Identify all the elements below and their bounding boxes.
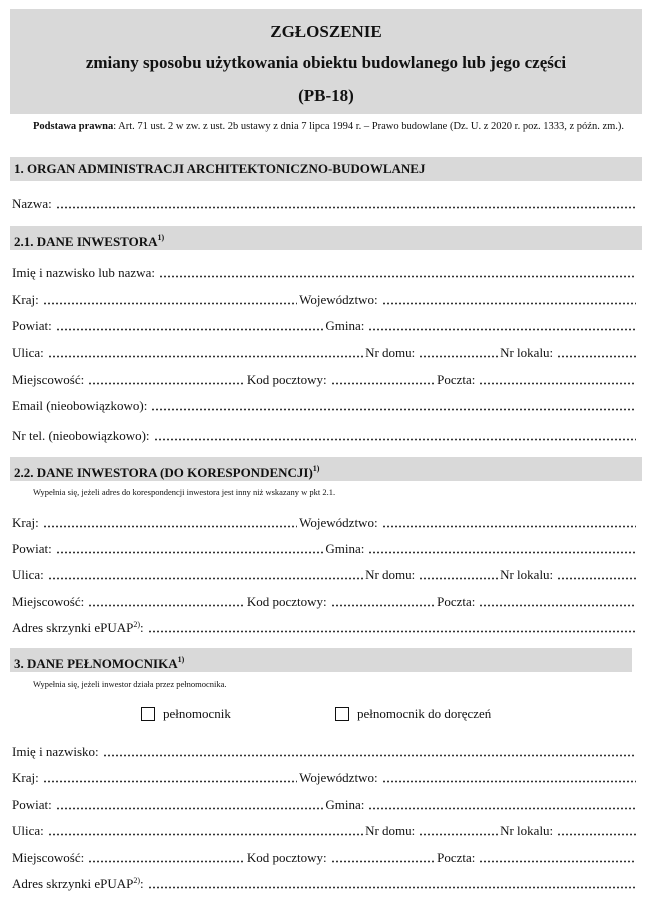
proxy-name-row xyxy=(12,742,638,760)
phone-field[interactable] xyxy=(154,431,636,441)
house-no-field[interactable] xyxy=(419,570,498,580)
proxy-type-checkboxes xyxy=(0,706,653,726)
form-code: (PB-18) xyxy=(298,86,354,105)
proxy-name-label: Imię i nazwisko: xyxy=(12,744,99,759)
investor-name-field[interactable] xyxy=(159,268,636,278)
voivodeship-label: Województwo: xyxy=(299,515,378,530)
proxy-county-row xyxy=(12,795,638,813)
epuap-field[interactable] xyxy=(148,623,636,633)
footnote-marker: 2) xyxy=(133,876,140,885)
locality-label: Miejscowość: xyxy=(12,850,85,865)
postal-code-field[interactable] xyxy=(331,375,435,385)
county-label: Powiat: xyxy=(12,318,52,333)
post-field[interactable] xyxy=(479,375,636,385)
street-field[interactable] xyxy=(48,570,363,580)
commune-field[interactable] xyxy=(368,800,636,810)
legal-basis xyxy=(33,120,633,134)
commune-label: Gmina: xyxy=(325,318,365,333)
email-label: Email (nieobowiązkowo): xyxy=(12,398,148,413)
footnote-marker: 1) xyxy=(312,464,320,473)
locality-field[interactable] xyxy=(88,597,245,607)
locality-field[interactable] xyxy=(88,375,245,385)
postal-code-field[interactable] xyxy=(331,597,435,607)
section-3-note: Wypełnia się, jeżeli inwestor działa przez pełnomocnika. xyxy=(33,679,227,689)
house-no-label: Nr domu: xyxy=(365,823,416,838)
post-label: Poczta: xyxy=(437,594,476,609)
delivery-proxy-checkbox-option[interactable] xyxy=(335,706,491,722)
investor-county-row xyxy=(12,316,638,334)
form-title: ZGŁOSZENIE xyxy=(270,22,382,41)
section-2-1-title: 2.1. DANE INWESTORA xyxy=(14,234,158,249)
proxy-checkbox-label: pełnomocnik xyxy=(163,706,231,721)
investor-street-row xyxy=(12,343,638,361)
flat-no-label: Nr lokalu: xyxy=(500,345,554,360)
proxy-street-row xyxy=(12,821,638,839)
corr-country-row xyxy=(12,513,638,531)
corr-county-row xyxy=(12,539,638,557)
locality-field[interactable] xyxy=(88,853,245,863)
section-1-header xyxy=(10,157,642,181)
commune-field[interactable] xyxy=(368,321,636,331)
flat-no-label: Nr lokalu: xyxy=(500,567,554,582)
footnote-marker: 1) xyxy=(177,655,185,664)
email-field[interactable] xyxy=(151,401,636,411)
delivery-proxy-checkbox[interactable] xyxy=(335,707,349,721)
epuap-label-colon: : xyxy=(140,620,144,635)
epuap-label-text: Adres skrzynki ePUAP xyxy=(12,876,134,891)
commune-label: Gmina: xyxy=(325,541,365,556)
proxy-name-field[interactable] xyxy=(103,747,636,757)
form-title-box xyxy=(10,9,642,114)
proxy-locality-row xyxy=(12,848,638,866)
section-1-title: 1. ORGAN ADMINISTRACJI ARCHITEKTONICZNO-BUDOWLANEJ xyxy=(14,161,426,176)
voivodeship-label: Województwo: xyxy=(299,770,378,785)
country-field[interactable] xyxy=(43,295,297,305)
voivodeship-field[interactable] xyxy=(382,518,636,528)
epuap-label-colon: : xyxy=(140,876,144,891)
corr-street-row xyxy=(12,565,638,583)
country-label: Kraj: xyxy=(12,770,39,785)
flat-no-field[interactable] xyxy=(557,348,636,358)
postal-code-label: Kod pocztowy: xyxy=(246,372,327,387)
proxy-country-row xyxy=(12,768,638,786)
house-no-label: Nr domu: xyxy=(365,567,416,582)
proxy-checkbox-option[interactable] xyxy=(141,706,231,722)
footnote-marker: 2) xyxy=(133,620,140,629)
street-field[interactable] xyxy=(48,826,363,836)
investor-email-row xyxy=(12,396,638,414)
commune-field[interactable] xyxy=(368,544,636,554)
country-label: Kraj: xyxy=(12,515,39,530)
legal-basis-text: : Art. 71 ust. 2 w zw. z ust. 2b ustawy z dnia 7 lipca 1994 r. – Prawo budowlane (Dz. U. z 2020 r. poz. 1333, z późn. zm.). xyxy=(113,121,625,132)
organ-name-label: Nazwa: xyxy=(12,196,52,211)
proxy-checkbox[interactable] xyxy=(141,707,155,721)
county-field[interactable] xyxy=(56,800,324,810)
post-field[interactable] xyxy=(479,597,636,607)
epuap-field[interactable] xyxy=(148,879,636,889)
voivodeship-label: Województwo: xyxy=(299,292,378,307)
epuap-label-text: Adres skrzynki ePUAP xyxy=(12,620,134,635)
investor-country-row xyxy=(12,290,638,308)
commune-label: Gmina: xyxy=(325,797,365,812)
organ-name-field[interactable] xyxy=(56,199,636,209)
county-label: Powiat: xyxy=(12,797,52,812)
country-label: Kraj: xyxy=(12,292,39,307)
postal-code-field[interactable] xyxy=(331,853,435,863)
section-2-2-note: Wypełnia się, jeżeli adres do korespondencji inwestora jest inny niż wskazany w pkt 2.1. xyxy=(33,487,336,497)
epuap-label xyxy=(12,620,144,636)
proxy-epuap-row xyxy=(12,874,638,892)
house-no-field[interactable] xyxy=(419,826,498,836)
delivery-proxy-checkbox-label: pełnomocnik do doręczeń xyxy=(357,706,492,721)
country-field[interactable] xyxy=(43,518,297,528)
locality-label: Miejscowość: xyxy=(12,372,85,387)
phone-label: Nr tel. (nieobowiązkowo): xyxy=(12,428,150,443)
postal-code-label: Kod pocztowy: xyxy=(246,850,327,865)
corr-epuap-row xyxy=(12,618,638,636)
epuap-label xyxy=(12,876,144,892)
form-subtitle: zmiany sposobu użytkowania obiektu budowlanego lub jego części xyxy=(85,53,567,72)
post-field[interactable] xyxy=(479,853,636,863)
country-field[interactable] xyxy=(43,773,297,783)
investor-phone-row xyxy=(12,426,638,444)
flat-no-field[interactable] xyxy=(557,826,636,836)
street-field[interactable] xyxy=(48,348,363,358)
post-label: Poczta: xyxy=(437,850,476,865)
voivodeship-field[interactable] xyxy=(382,295,636,305)
section-2-2-header xyxy=(10,457,642,481)
postal-code-label: Kod pocztowy: xyxy=(246,594,327,609)
street-label: Ulica: xyxy=(12,567,44,582)
county-field[interactable] xyxy=(56,544,324,554)
house-no-label: Nr domu: xyxy=(365,345,416,360)
street-label: Ulica: xyxy=(12,823,44,838)
house-no-field[interactable] xyxy=(419,348,498,358)
voivodeship-field[interactable] xyxy=(382,773,636,783)
investor-locality-row xyxy=(12,370,638,388)
street-label: Ulica: xyxy=(12,345,44,360)
section-3-title: 3. DANE PEŁNOMOCNIKA xyxy=(14,656,178,671)
post-label: Poczta: xyxy=(437,372,476,387)
county-field[interactable] xyxy=(56,321,324,331)
section-2-2-title: 2.2. DANE INWESTORA (DO KORESPONDENCJI) xyxy=(14,465,313,480)
investor-name-row xyxy=(12,263,638,281)
flat-no-label: Nr lokalu: xyxy=(500,823,554,838)
corr-locality-row xyxy=(12,592,638,610)
section-3-header xyxy=(10,648,632,672)
organ-name-row xyxy=(12,194,638,212)
legal-basis-label: Podstawa prawna xyxy=(33,121,114,132)
locality-label: Miejscowość: xyxy=(12,594,85,609)
flat-no-field[interactable] xyxy=(557,570,636,580)
county-label: Powiat: xyxy=(12,541,52,556)
investor-name-label: Imię i nazwisko lub nazwa: xyxy=(12,265,155,280)
footnote-marker: 1) xyxy=(157,233,165,242)
section-2-1-header xyxy=(10,226,642,250)
